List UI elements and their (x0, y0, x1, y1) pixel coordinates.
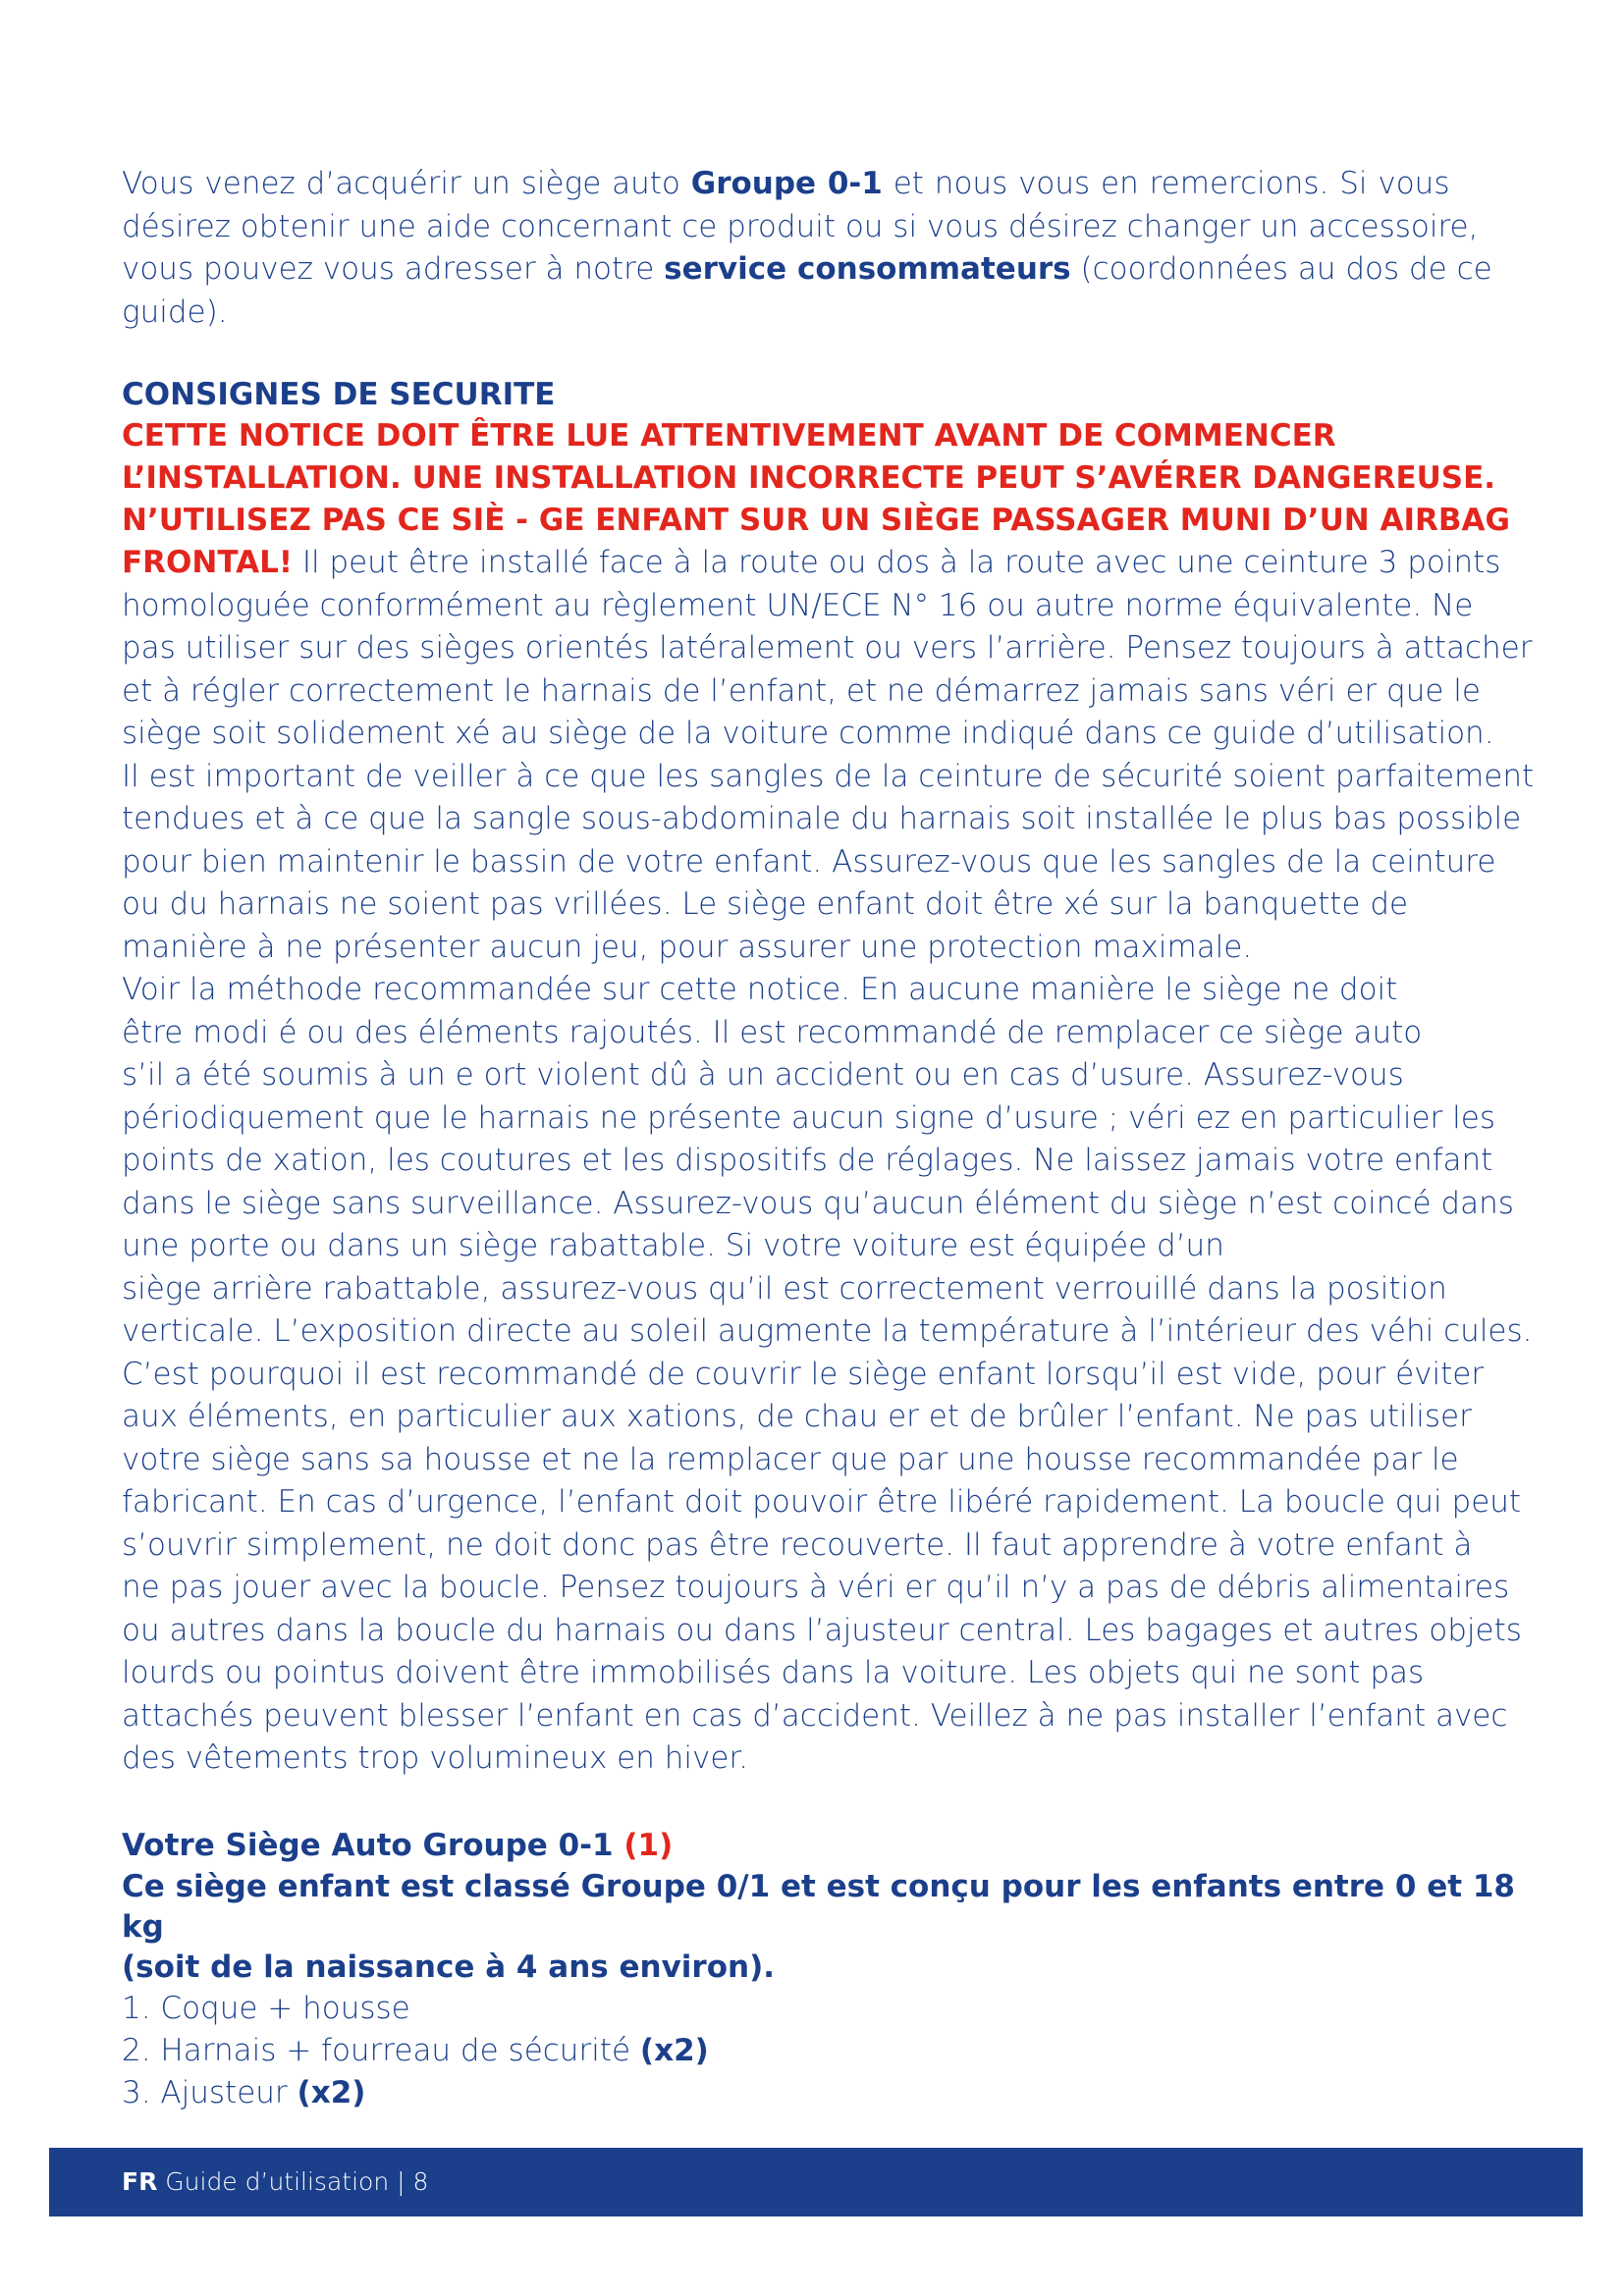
seat-heading (122, 1824, 1526, 1867)
body-line: verticale. L’exposition directe au soleil augmente la température à l’intérieur des véhi cules. (122, 1313, 1533, 1349)
body-line: Il peut être installé face à la route ou dos à la route avec une ceinture 3 points (292, 545, 1501, 580)
safety-heading: CONSIGNES DE SECURITE (122, 377, 556, 412)
body-line: ou autres dans la boucle du harnais ou dans l’ajusteur central. Les bagages et autres objets (122, 1612, 1522, 1648)
item-qty: (x2) (639, 2032, 709, 2068)
list-item (122, 1988, 1526, 2030)
parts-list (122, 1988, 1526, 2114)
body-line: Voir la méthode recommandée sur cette notice. En aucune manière le siège ne doit (122, 972, 1398, 1007)
body-line: s’ouvrir simplement, ne doit donc pas être recouverte. Il faut apprendre à votre enfant à (122, 1526, 1473, 1563)
figure-ref: (1) (623, 1827, 674, 1863)
intro-text: vous pouvez vous adresser à notre (122, 251, 665, 287)
body-line: manière à ne présenter aucun jeu, pour assurer une protection maximale. (122, 929, 1253, 965)
item-label: 2. Harnais + fourreau de sécurité (122, 2032, 640, 2068)
intro-text: Vous venez d’acquérir un siège auto (122, 166, 691, 201)
item-qty: (x2) (297, 2074, 366, 2110)
seat-title: Votre Siège Auto Groupe 0-1 (122, 1827, 624, 1863)
body-line: ne pas jouer avec la boucle. Pensez toujours à véri er qu’il n’y a pas de débris alimentaires (122, 1570, 1510, 1605)
item-label: 3. Ajusteur (122, 2074, 298, 2110)
seat-desc-line: (soit de la naissance à 4 ans environ). (122, 1949, 776, 1985)
body-line: points de xation, les coutures et les dispositifs de réglages. Ne laissez jamais votre enfant (122, 1143, 1493, 1178)
body-line: tendues et à ce que la sangle sous-abdominale du harnais soit installée le plus bas possible (122, 801, 1522, 836)
seat-desc-line: Ce siège enfant est classé Groupe 0/1 et est conçu pour les enfants entre 0 et 18 kg (122, 1868, 1515, 1945)
intro-paragraph (122, 163, 1526, 334)
body-line: et à régler correctement le harnais de l’enfant, et ne démarrez jamais sans véri er que le (122, 672, 1481, 709)
safety-warning (122, 415, 1526, 542)
intro-text: (coordonnées au dos de ce (1070, 251, 1492, 287)
footer-bar (49, 2148, 1583, 2216)
body-line: des vêtements trop volumineux en hiver. (122, 1740, 749, 1776)
safety-body (122, 542, 1535, 1781)
body-line: siège soit solidement xé au siège de la voiture comme indiqué dans ce guide d’utilisation. (122, 716, 1494, 751)
list-item (122, 2030, 1526, 2072)
body-line: lourds ou pointus doivent être immobilisés dans la voiture. Les objets qui ne sont pas (122, 1655, 1425, 1690)
body-line: dans le siège sans surveillance. Assurez-vous qu’aucun élément du siège n’est coincé dans (122, 1185, 1514, 1221)
seat-description (122, 1867, 1526, 1988)
content (122, 163, 1535, 2114)
body-line: siège arrière rabattable, assurez-vous qu’il est correctement verrouillé dans la position (122, 1270, 1447, 1307)
intro-text: guide). (122, 294, 228, 330)
body-line: votre siège sans sa housse et ne la remplacer que par une housse recommandée par le (122, 1441, 1459, 1477)
language-code: FR (122, 2167, 158, 2196)
body-line: ou du harnais ne soient pas vrillées. Le siège enfant doit être xé sur la banquette de (122, 886, 1409, 922)
consumer-service: service consommateurs (664, 251, 1071, 287)
warning-line: N’UTILISEZ PAS CE SIÈ - GE ENFANT SUR UN SIÈGE PASSAGER MUNI D’UN AIRBAG (122, 503, 1510, 538)
body-line: pas utiliser sur des sièges orientés latéralement ou vers l’arrière. Pensez toujours à attacher (122, 630, 1533, 666)
footer-text (122, 2167, 428, 2196)
product-group: Groupe 0-1 (690, 166, 883, 201)
item-label: 1. Coque + housse (122, 1990, 410, 2026)
warning-line: CETTE NOTICE DOIT ÊTRE LUE ATTENTIVEMENT AVANT DE COMMENCER (122, 418, 1336, 454)
body-line: une porte ou dans un siège rabattable. Si votre voiture est équipée d’un (122, 1228, 1224, 1263)
body-line: être modi é ou des éléments rajoutés. Il est recommandé de remplacer ce siège auto (122, 1014, 1423, 1050)
body-line: aux éléments, en particulier aux xations, de chau er et de brûler l’enfant. Ne pas utiliser (122, 1399, 1472, 1434)
body-line: homologuée conformément au règlement UN/ECE N° 16 ou autre norme équivalente. Ne (122, 587, 1474, 623)
warning-frontal: FRONTAL! (122, 545, 293, 580)
body-line: Il est important de veiller à ce que les sangles de la ceinture de sécurité soient parfaitement (122, 758, 1535, 794)
body-line: périodiquement que le harnais ne présente aucun signe d’usure ; véri ez en particulier les (122, 1099, 1495, 1136)
guide-page-label: Guide d’utilisation | 8 (157, 2167, 429, 2196)
body-line: pour bien maintenir le bassin de votre enfant. Assurez-vous que les sangles de la ceinture (122, 843, 1496, 880)
body-line: s’il a été soumis à un e ort violent dû à un accident ou en cas d’usure. Assurez-vous (122, 1057, 1404, 1093)
list-item (122, 2072, 1526, 2114)
intro-text: et nous vous en remercions. Si vous (882, 166, 1450, 201)
body-line: attachés peuvent blesser l’enfant en cas d’accident. Veillez à ne pas installer l’enfant avec (122, 1697, 1508, 1734)
body-line: fabricant. En cas d’urgence, l’enfant doit pouvoir être libéré rapidement. La boucle qui peut (122, 1484, 1522, 1520)
intro-text: désirez obtenir une aide concernant ce produit ou si vous désirez changer un accessoire, (122, 208, 1479, 244)
warning-line: L’INSTALLATION. UNE INSTALLATION INCORRECTE PEUT S’AVÉRER DANGEREUSE. (122, 460, 1496, 496)
body-line: C’est pourquoi il est recommandé de couvrir le siège enfant lorsqu’il est vide, pour éviter (122, 1356, 1485, 1392)
